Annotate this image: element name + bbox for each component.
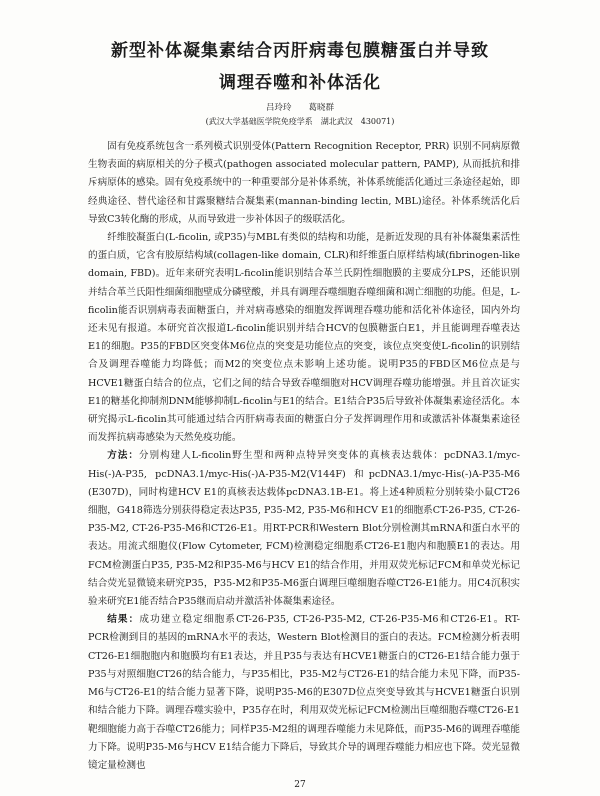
results-text: 成功建立稳定细胞系CT-26-P35, CT-26-P35-M2, CT-26-P35-M6和CT26-E1。RT-PCR检测到目的基因的mRNA水平的表达，Western Blot检测目的蛋白的表达。FCM检测分析表明CT26-E1细胞胞内和胞膜均有E1表达，并且P35与表达有HCVE1糖蛋白的CT26-E1结合能力强于P35与对照细胞CT26的结合能力，与P35相比，P35-M2与CT26-E1的结合能力未见下降，而P35-M6与CT26-E1的结合能力显著下降，说明P35-M6的E307D位点突变导致其与HCVE1糖蛋白识别和结合能力下降。调理吞噬实验中，P35存在时，利用双荧光标记FCM检测出巨噬细胞吞噬CT26-E1靶细胞能力高于吞噬CT26能力；同样P35-M2组的调理吞噬能力未见降低，而P35-M6的调理吞噬能力下降。说明P35-M6与HCV E1结合能力下降后，导致其介导的调理吞噬能力相应也下降。荧光显微镜定量检测也 bbox=[88, 614, 521, 771]
abstract-body bbox=[88, 138, 520, 775]
methods-label: 方法： bbox=[107, 450, 139, 462]
affiliation: (武汉大学基础医学院免疫学系 湖北武汉 430071) bbox=[205, 117, 395, 126]
methods-text: 分别构建人L-ficolin野生型和两种点特异突变体的真核表达载体：pcDNA3.1/myc-His(-)A-P35, pcDNA3.1/myc-His(-)A-P35-M2(V144F) 和pcDNA3.1/myc-His(-)A-P35-M6 (E307D)，同时构建HCV E1的真核表达载体pcDNA3.1B-E1。将上述4种质粒分别转染小鼠CT26细胞，G418筛选分别获得稳定表达P35, P35-M2, P35-M6和HCV E1的细胞系CT-26-P35, CT-26-P35-M2, CT-26-P35-M6和CT26-E1。用RT-PCR和Western Blot分别检测其mRNA和蛋白水平的表达。用流式细胞仪(Flow Cytometer, FCM)检测稳定细胞系CT26-E1胞内和胞膜E1的表达。用FCM检测蛋白P35, P35-M2和P35-M6与HCV E1的结合作用，并用双荧光标记FCM和单荧光标记结合荧光显微镜来研究P35，P35-M2和P35-M6蛋白调理巨噬细胞吞噬CT26-E1能力。用C4沉积实验来研究E1能否结合P35继而启动并激活补体凝集素途径。 bbox=[88, 450, 520, 608]
title-line-1: 新型补体凝集素结合丙肝病毒包膜糖蛋白并导致 bbox=[111, 41, 489, 61]
results-label: 结果： bbox=[107, 614, 140, 626]
authors: 吕玲玲 葛晓群 bbox=[265, 103, 334, 113]
title-line-2: 调理吞噬和补体活化 bbox=[219, 73, 381, 93]
paragraph-methods bbox=[88, 447, 520, 611]
page-number: 27 bbox=[294, 780, 306, 790]
paragraph-background: 纤维胶凝蛋白(L-ficolin, 或P35)与MBL有类似的结构和功能，是新近发现的具有补体凝集素活性的蛋白质，它含有胶原结构域(collagen-like domain, CLR)和纤维蛋白原样结构域(fibrinogen-like domain, FBD)。近年来研究表明L-ficolin能识别结合革兰氏阴性细胞膜的主要成分LPS，还能识别并结合革兰氏阳性细菌细胞壁成分磷壁酸，并具有调理吞噬细胞吞噬细菌和凋亡细胞的功能。但是，L-ficolin能否识别病毒表面糖蛋白，并对病毒感染的细胞发挥调理吞噬功能和活化补体途径，国内外均还未见有报道。本研究首次报道L-ficolin能识别并结合HCV的包膜糖蛋白E1，并且能调理吞噬表达E1的细胞。P35的FBD区突变体M6位点的突变是功能位点的突变，该位点突变使L-ficolin的识别结合及调理吞噬能力均降低；而M2的突变位点未影响上述功能。说明P35的FBD区M6位点是与HCVE1糖蛋白结合的位点，它们之间的结合导致吞噬细胞对HCV调理吞噬功能增强。并且首次证实E1的糖基化抑制剂DNM能够抑制L-ficolin与E1的结合。E1结合P35后导致补体凝集素途径活化。本研究揭示L-ficolin其可能通过结合丙肝病毒表面的糖蛋白分子发挥调理作用和或激活补体凝集素途径而发挥抗病毒感染为天然免疫功能。 bbox=[88, 232, 520, 444]
paragraph-results bbox=[88, 611, 520, 775]
paragraph-intro: 固有免疫系统包含一系列模式识别受体(Pattern Recognition Receptor, PRR) 识别不同病原微生物表面的病原相关的分子模式(pathogen associated molecular pattern, PAMP), 从而抵抗和排斥病原体的感染。固有免疫系统中的一种重要部分是补体系统，补体系统能活化通过三条途径起始，即经典途径、替代途径和甘露聚糖结合凝集素(mannan-binding lectin, MBL)途径。补体系统活化后导致C3转化酶的形成，从而导致进一步补体因子的级联活化。 bbox=[88, 141, 520, 225]
